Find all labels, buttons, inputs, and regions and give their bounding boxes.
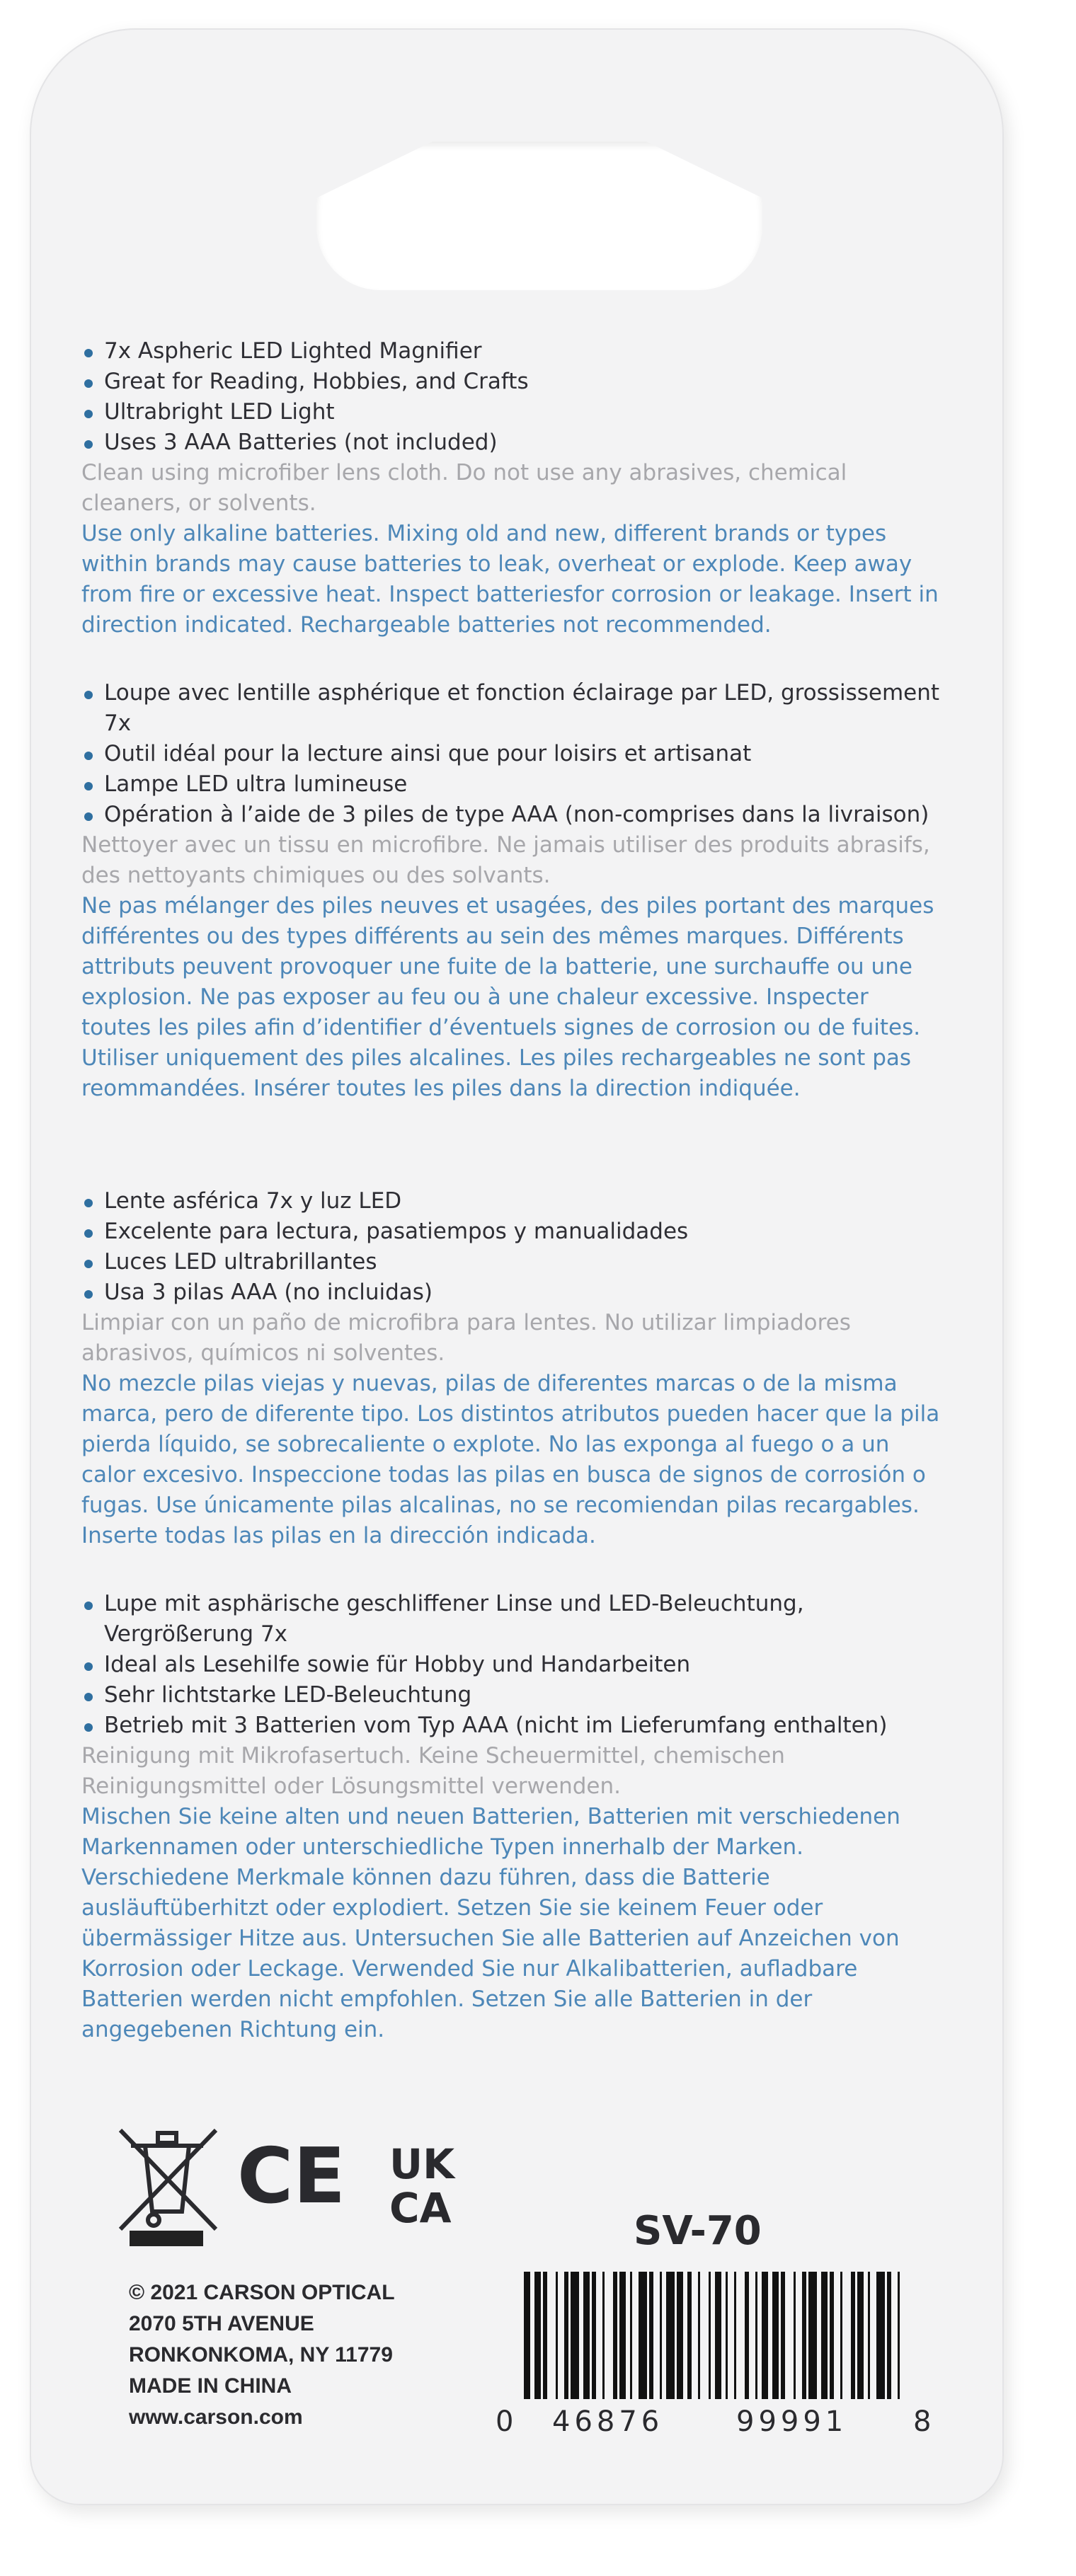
spanish-features xyxy=(81,1186,942,1308)
list-item: Outil idéal pour la lecture ainsi que pour loisirs et artisanat xyxy=(81,739,942,769)
bin-underline-bar xyxy=(130,2231,203,2246)
barcode-bar xyxy=(698,2272,700,2399)
street-line: 2070 5TH AVENUE xyxy=(129,2312,314,2335)
list-item: Loupe avec lentille asphérique et fonction éclairage par LED, grossissement 7x xyxy=(81,678,942,739)
german-cleaning-note: Reinigung mit Mikrofasertuch. Keine Scheuermittel, chemischen Reinigungsmittel oder Lösungsmittel verwenden. xyxy=(81,1743,785,1799)
german-battery-warning: Mischen Sie keine alten und neuen Batterien, Batterien mit verschiedenen Markennamen oder unterschiedliche Typen innerhalb der Marken. Verschiedene Merkmale können dazu führen, dass die Batterie ausläuftüberhitzt oder explodiert. Setzen Sie sie keinem Feuer oder übermässiger Hitze aus. Untersuchen Sie alle Batterien auf Anzeichen von Korrosion oder Leckage. Verwended Sie nur Alkalibatterien, aufladbare Batterien werden nicht empfohlen. Setzen Sie alle Batterien in der angegebenen Richtung ein. xyxy=(81,1804,900,2042)
list-item: Betrieb mit 3 Batterien vom Typ AAA (nicht im Lieferumfang enthalten) xyxy=(81,1710,942,1741)
spanish-section xyxy=(81,1186,942,1551)
ce-mark-icon: CE xyxy=(237,2132,346,2221)
list-item: Luces LED ultrabrillantes xyxy=(81,1247,942,1277)
list-item: Sehr lichtstarke LED-Beleuchtung xyxy=(81,1680,942,1710)
website-line: www.carson.com xyxy=(129,2405,303,2429)
spanish-cleaning-note: Limpiar con un paño de microfibra para lentes. No utilizar limpiadores abrasivos, químicos ni solventes. xyxy=(81,1310,851,1366)
list-item: Usa 3 pilas AAA (no incluidas) xyxy=(81,1277,942,1308)
ukca-mark-bottom: CA xyxy=(389,2184,452,2232)
crossed-bin-icon xyxy=(120,2130,216,2229)
barcode-bar xyxy=(709,2272,711,2399)
barcode-bar xyxy=(660,2272,662,2399)
barcode-bar xyxy=(602,2272,605,2399)
barcode-bar xyxy=(613,2272,617,2399)
barcode-digits-group2: 99991 xyxy=(736,2405,848,2434)
barcode-bar xyxy=(802,2272,806,2399)
ukca-mark-top: UK xyxy=(389,2140,455,2188)
barcode-bar xyxy=(857,2272,864,2399)
barcode-bar xyxy=(755,2272,757,2399)
barcode-bar xyxy=(781,2272,785,2399)
barcode-bar xyxy=(677,2272,683,2399)
barcode-bar xyxy=(592,2272,596,2399)
barcode-bar xyxy=(830,2272,834,2399)
barcode-bar xyxy=(687,2272,692,2399)
barcode-bar xyxy=(564,2272,568,2399)
barcode-bar xyxy=(583,2272,590,2399)
barcode-bar xyxy=(898,2272,900,2399)
barcode-bar xyxy=(630,2272,632,2399)
regulatory-marks xyxy=(117,2123,485,2243)
german-features xyxy=(81,1589,942,1741)
barcode-digits-group1: 46876 xyxy=(552,2405,664,2434)
barcode-bar xyxy=(639,2272,647,2399)
barcode-bar xyxy=(534,2272,541,2399)
barcode-bar xyxy=(649,2272,653,2399)
barcode-bar xyxy=(543,2272,547,2399)
list-item: Lupe mit asphärische geschliffener Linse und LED-Beleuchtung, Vergrößerung 7x xyxy=(81,1589,942,1650)
list-item: Opération à l’aide de 3 piles de type AAA (non-comprises dans la livraison) xyxy=(81,800,942,830)
barcode-bar xyxy=(666,2272,675,2399)
list-item: Uses 3 AAA Batteries (not included) xyxy=(81,427,942,458)
list-item: Excelente para lectura, pasatiempos y manualidades xyxy=(81,1217,942,1247)
french-battery-warning: Ne pas mélanger des piles neuves et usagées, des piles portant des marques différentes ou des types différents au sein des mêmes marques. Différents attributs peuvent provoquer une fuite de la batterie, une surchauffe ou une explosion. Ne pas exposer au feu ou à une chaleur excessive. Inspecter toutes les piles afin d’identifier d’éventuels signes de corrosion ou de fuites. Utiliser uniquement des piles alcalines. Les piles rechargeables ne sont pas reommandées. Insérer toutes les piles dans la direction indiquée. xyxy=(81,893,934,1101)
list-item: 7x Aspheric LED Lighted Magnifier xyxy=(81,336,942,367)
barcode-bar xyxy=(868,2272,870,2399)
barcode-bar xyxy=(726,2272,728,2399)
barcode-bar xyxy=(571,2272,579,2399)
list-item: Lampe LED ultra lumineuse xyxy=(81,769,942,800)
upc-barcode xyxy=(496,2272,934,2434)
french-section xyxy=(81,678,942,1104)
barcode-digit-left: 0 xyxy=(496,2405,514,2434)
barcode-bar xyxy=(887,2272,891,2399)
barcode-bar xyxy=(876,2272,885,2399)
copyright-line: © 2021 CARSON OPTICAL xyxy=(129,2281,395,2304)
city-line: RONKONKOMA, NY 11779 xyxy=(129,2343,393,2367)
barcode-bars xyxy=(524,2272,900,2399)
barcode-bar xyxy=(821,2272,828,2399)
english-battery-warning: Use only alkaline batteries. Mixing old and new, different brands or types within brands may cause batteries to leak, overheat or explode. Keep away from fire or excessive heat. Inspect batteriesfor corrosion or leakage. Insert in direction indicated. Rechargeable batteries not recommended. xyxy=(81,521,939,638)
barcode-bar xyxy=(794,2272,796,2399)
barcode-bar xyxy=(619,2272,626,2399)
barcode-bar xyxy=(556,2272,558,2399)
barcode-bar xyxy=(745,2272,749,2399)
list-item: Great for Reading, Hobbies, and Crafts xyxy=(81,367,942,397)
origin-line: MADE IN CHINA xyxy=(129,2374,292,2398)
model-number: SV-70 xyxy=(634,2208,762,2254)
english-section xyxy=(81,336,942,640)
list-item: Lente asférica 7x y luz LED xyxy=(81,1186,942,1217)
barcode-bar xyxy=(715,2272,721,2399)
barcode-bar xyxy=(762,2272,768,2399)
english-features xyxy=(81,336,942,458)
manufacturer-address xyxy=(129,2277,395,2433)
french-cleaning-note: Nettoyer avec un tissu en microfibre. Ne jamais utiliser des produits abrasifs, des nettoyants chimiques ou des solvants. xyxy=(81,832,930,888)
barcode-bar xyxy=(524,2272,530,2399)
barcode-bar xyxy=(808,2272,817,2399)
spanish-battery-warning: No mezcle pilas viejas y nuevas, pilas de diferentes marcas o de la misma marca, pero de diferente tipo. Los distintos atributos pueden hacer que la pila pierda líquido, se sobrecaliente o explote. No las exponga al fuego o a un calor excesivo. Inspeccione todas las pilas en busca de signos de corrosión o fugas. Use únicamente pilas alcalinas, no se recomiendan pilas recargables. Inserte todas las pilas en la dirección indicada. xyxy=(81,1371,940,1548)
barcode-bar xyxy=(734,2272,736,2399)
french-features xyxy=(81,678,942,830)
barcode-digit-right: 8 xyxy=(913,2405,932,2434)
list-item: Ideal als Lesehilfe sowie für Hobby und Handarbeiten xyxy=(81,1650,942,1680)
hang-hole xyxy=(316,142,762,290)
barcode-bar xyxy=(840,2272,842,2399)
german-section xyxy=(81,1589,942,2045)
list-item: Ultrabright LED Light xyxy=(81,397,942,427)
english-cleaning-note: Clean using microfiber lens cloth. Do not use any abrasives, chemical cleaners, or solvents. xyxy=(81,460,847,516)
barcode-bar xyxy=(772,2272,779,2399)
barcode-bar xyxy=(851,2272,855,2399)
